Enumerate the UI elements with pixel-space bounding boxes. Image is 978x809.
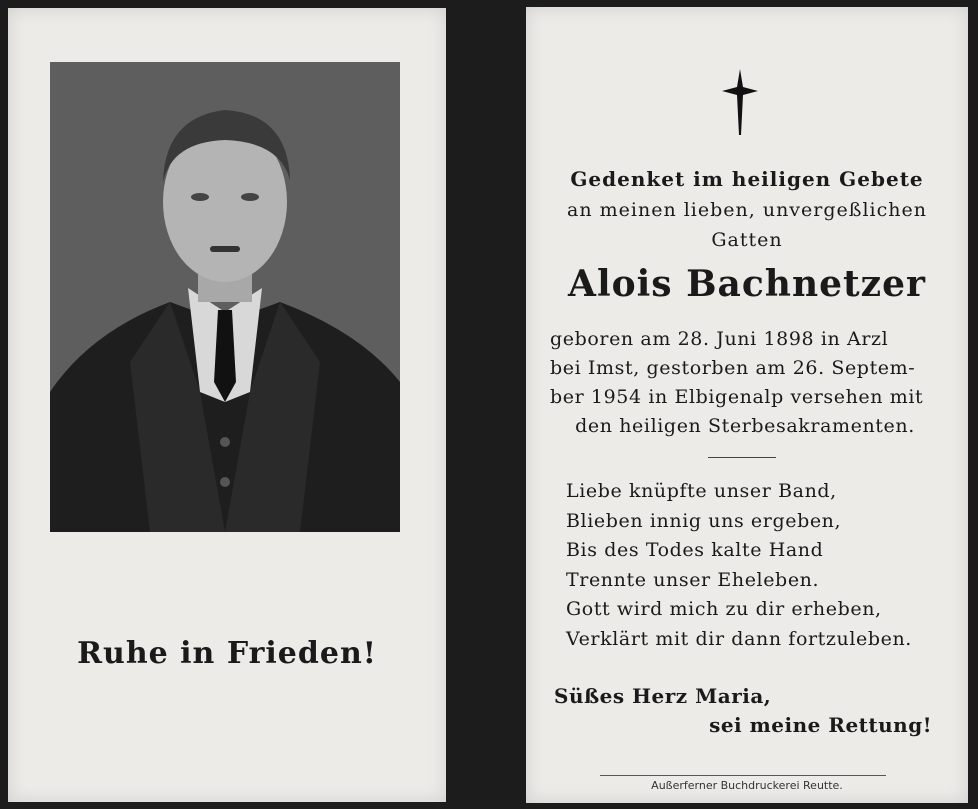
bio-line: bei Imst, gestorben am 26. Septem- bbox=[550, 357, 916, 379]
cross-icon bbox=[720, 67, 760, 137]
biography bbox=[550, 325, 940, 441]
poem-line: Trennte unser Eheleben. bbox=[566, 568, 820, 591]
prayer-line-2: sei meine Rettung! bbox=[709, 713, 932, 737]
poem-line: Blieben innig uns ergeben, bbox=[566, 509, 842, 532]
printer-credit: Außerferner Buchdruckerei Reutte. bbox=[651, 779, 843, 792]
right-card bbox=[526, 7, 968, 803]
divider bbox=[708, 457, 776, 458]
poem-line: Gott wird mich zu dir erheben, bbox=[566, 598, 882, 620]
deceased-name: Alois Bachnetzer bbox=[568, 263, 926, 305]
bio-line: ber 1954 in Elbigenalp versehen mit bbox=[550, 386, 924, 408]
closing-text: Ruhe in Frieden! bbox=[77, 636, 377, 671]
prayer-line-1: Süßes Herz Maria, bbox=[554, 684, 772, 708]
left-card bbox=[8, 8, 446, 802]
printer-divider bbox=[600, 775, 886, 776]
portrait-photo bbox=[50, 62, 400, 532]
bio-line: den heiligen Sterbesakramenten. bbox=[575, 415, 915, 437]
poem-line: Verklärt mit dir dann fortzuleben. bbox=[566, 627, 912, 650]
bio-line: geboren am 28. Juni 1898 in Arzl bbox=[550, 328, 889, 350]
heading: Gedenket im heiligen Gebete bbox=[570, 167, 924, 191]
intro-line-2: Gatten bbox=[711, 229, 783, 251]
poem-line: Liebe knüpfte unser Band, bbox=[566, 480, 837, 502]
poem bbox=[566, 477, 912, 654]
poem-line: Bis des Todes kalte Hand bbox=[566, 539, 824, 561]
intro-line-1: an meinen lieben, unvergeßlichen bbox=[567, 199, 927, 221]
